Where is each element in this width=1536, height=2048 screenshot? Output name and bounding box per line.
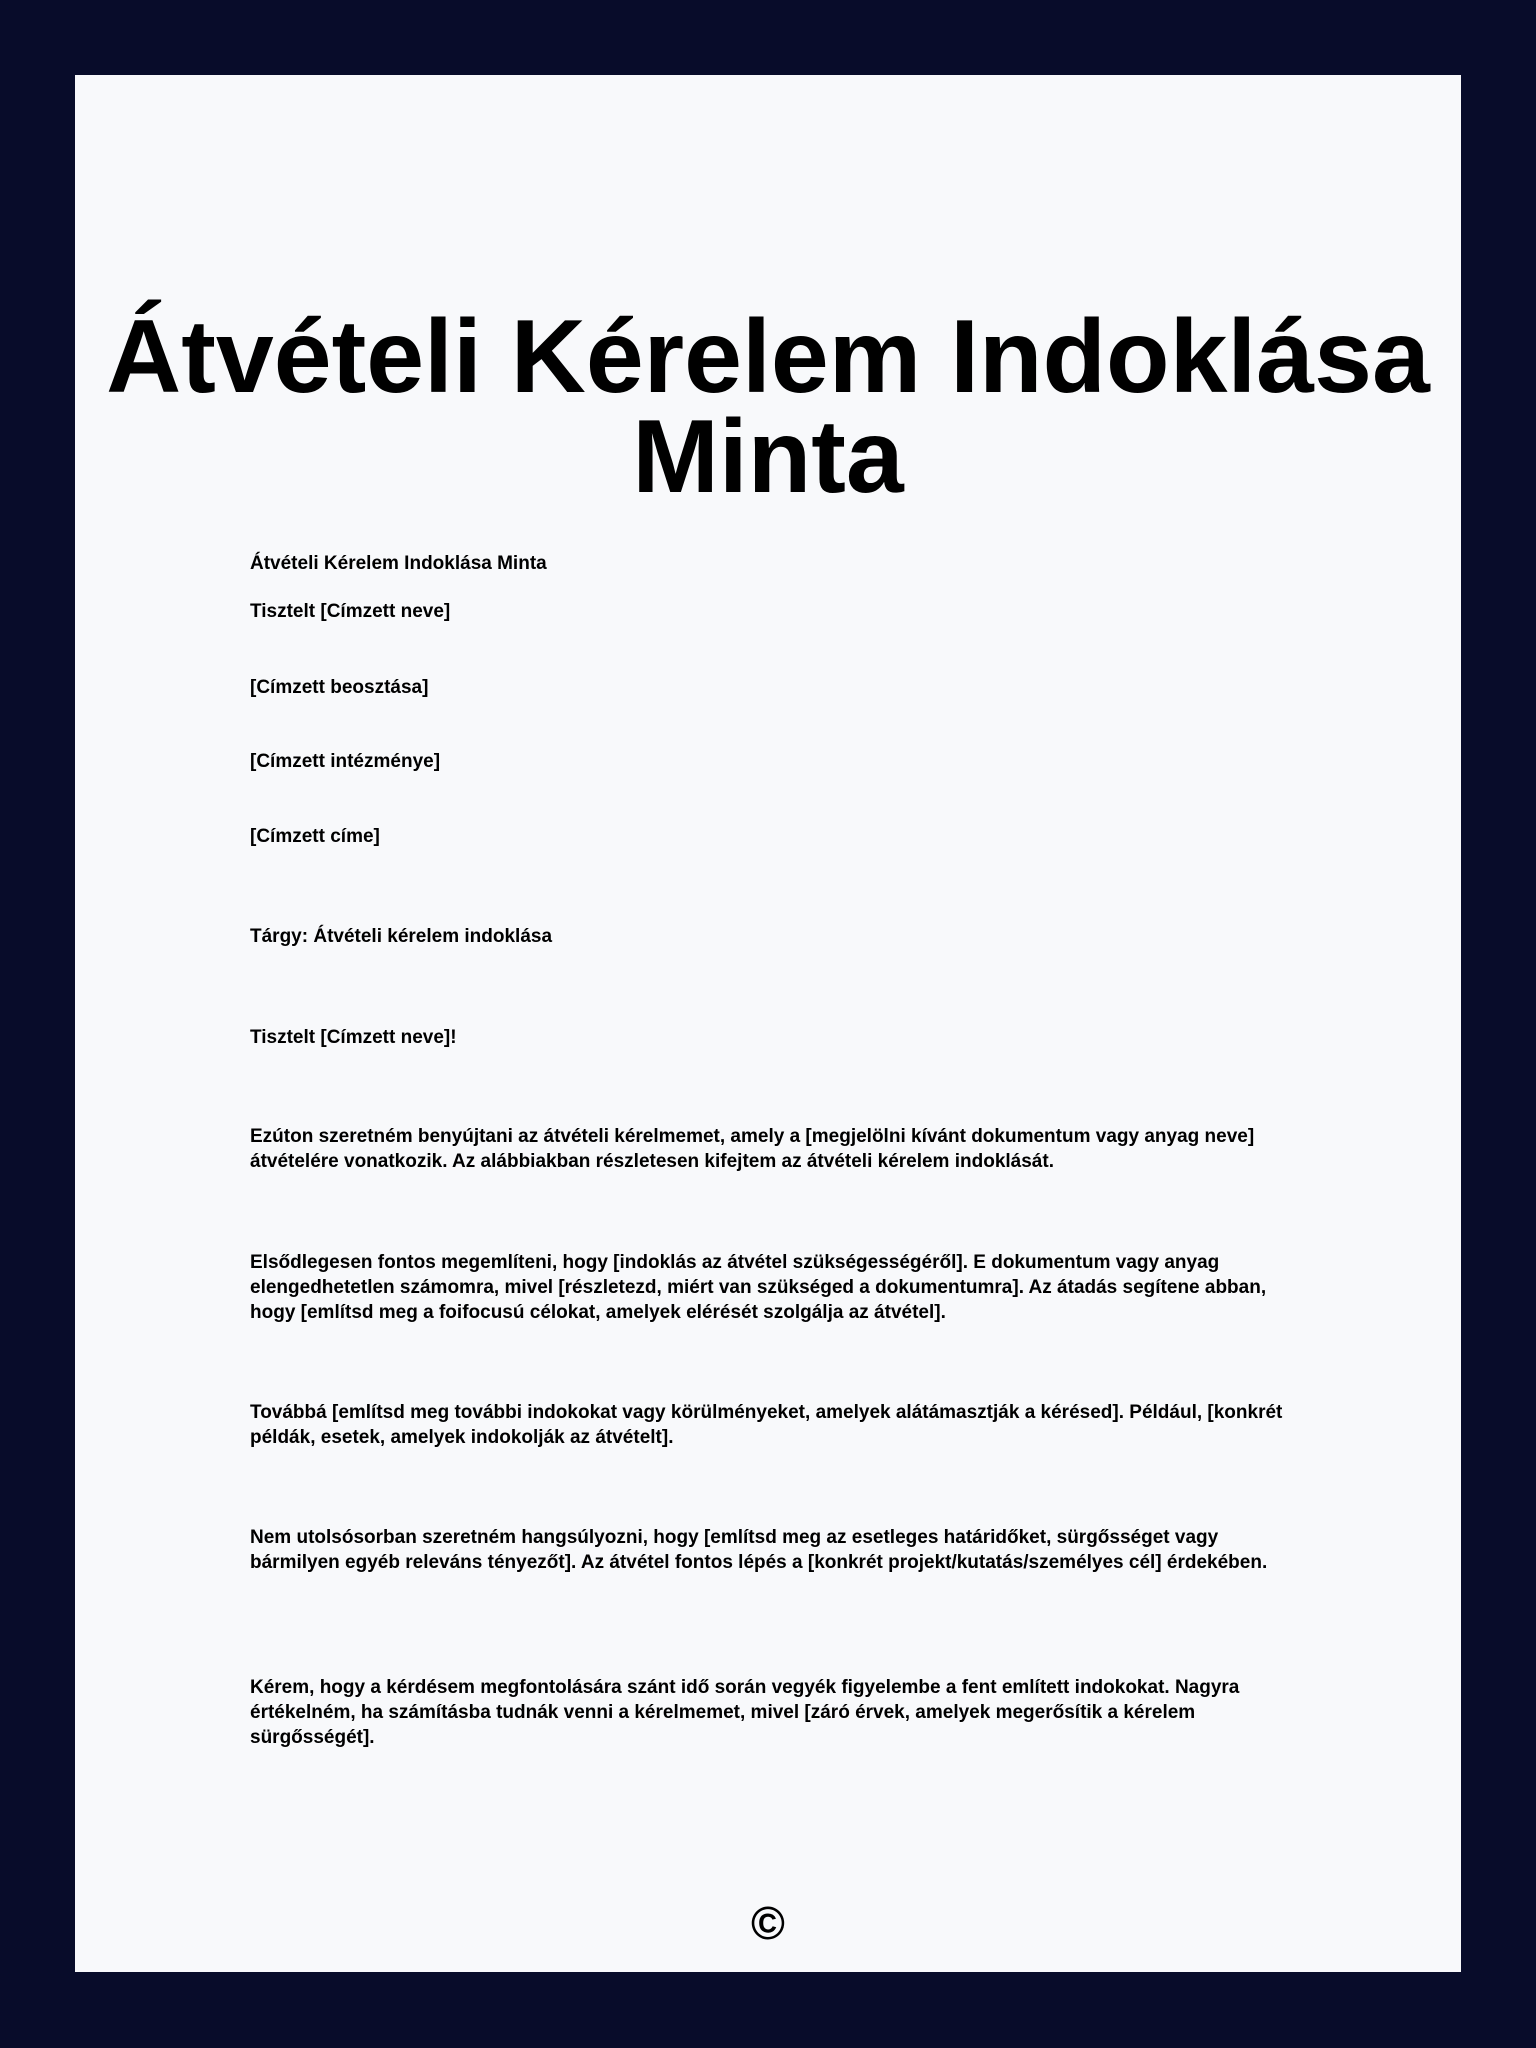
paragraph: Kérem, hogy a kérdésem megfontolására szánt idő során vegyék figyelembe a fent említett indokokat. Nagyra értékelném, ha számításba tudnák venni a kérelmemet, mivel [záró érvek, amelyek megerősítik a kérelem sürgősségét]. <box>250 1677 1240 1748</box>
document-page <box>75 75 1461 1972</box>
page-title: Átvételi Kérelem Indoklása Minta <box>106 299 1430 515</box>
paragraph: Nem utolsósorban szeretném hangsúlyozni, hogy [említsd meg az esetleges határidőket, sürgősséget vagy bármilyen egyéb releváns tényezőt]. Az átvétel fontos lépés a [konkrét projekt/kutatás/személyes cél] érdekében. <box>250 1527 1268 1573</box>
recipient-address: [Címzett címe] <box>250 826 380 847</box>
paragraph: Továbbá [említsd meg további indokokat vagy körülményeket, amelyek alátámasztják a kérésed]. Például, [konkrét példák, esetek, amelyek indokolják az átvételt]. <box>250 1402 1283 1448</box>
recipient-position: [Címzett beosztása] <box>250 677 429 698</box>
recipient-institution: [Címzett intézménye] <box>250 751 441 772</box>
paragraph: Elsődlegesen fontos megemlíteni, hogy [indoklás az átvétel szükségességéről]. E dokumentum vagy anyag elengedhetetlen számomra, mivel [részletezd, miért van szükséged a dokumentumra]. Az átadás segítene abban, hogy [említsd meg a foifocusú célokat, amelyek elérését szolgálja az átvétel]. <box>250 1252 1267 1323</box>
salutation-top: Tisztelt [Címzett neve] <box>250 601 451 622</box>
paragraph: Ezúton szeretném benyújtani az átvételi kérelmemet, amely a [megjelölni kívánt dokumentum vagy anyag neve] átvételére vonatkozik. Az alábbiakban részletesen kifejtem az átvételi kérelem indoklását. <box>250 1126 1255 1172</box>
greeting: Tisztelt [Címzett neve]! <box>250 1027 457 1048</box>
subject-line: Tárgy: Átvételi kérelem indoklása <box>250 926 553 947</box>
copyright-icon: © <box>751 1897 785 1949</box>
document-heading: Átvételi Kérelem Indoklása Minta <box>250 553 547 574</box>
